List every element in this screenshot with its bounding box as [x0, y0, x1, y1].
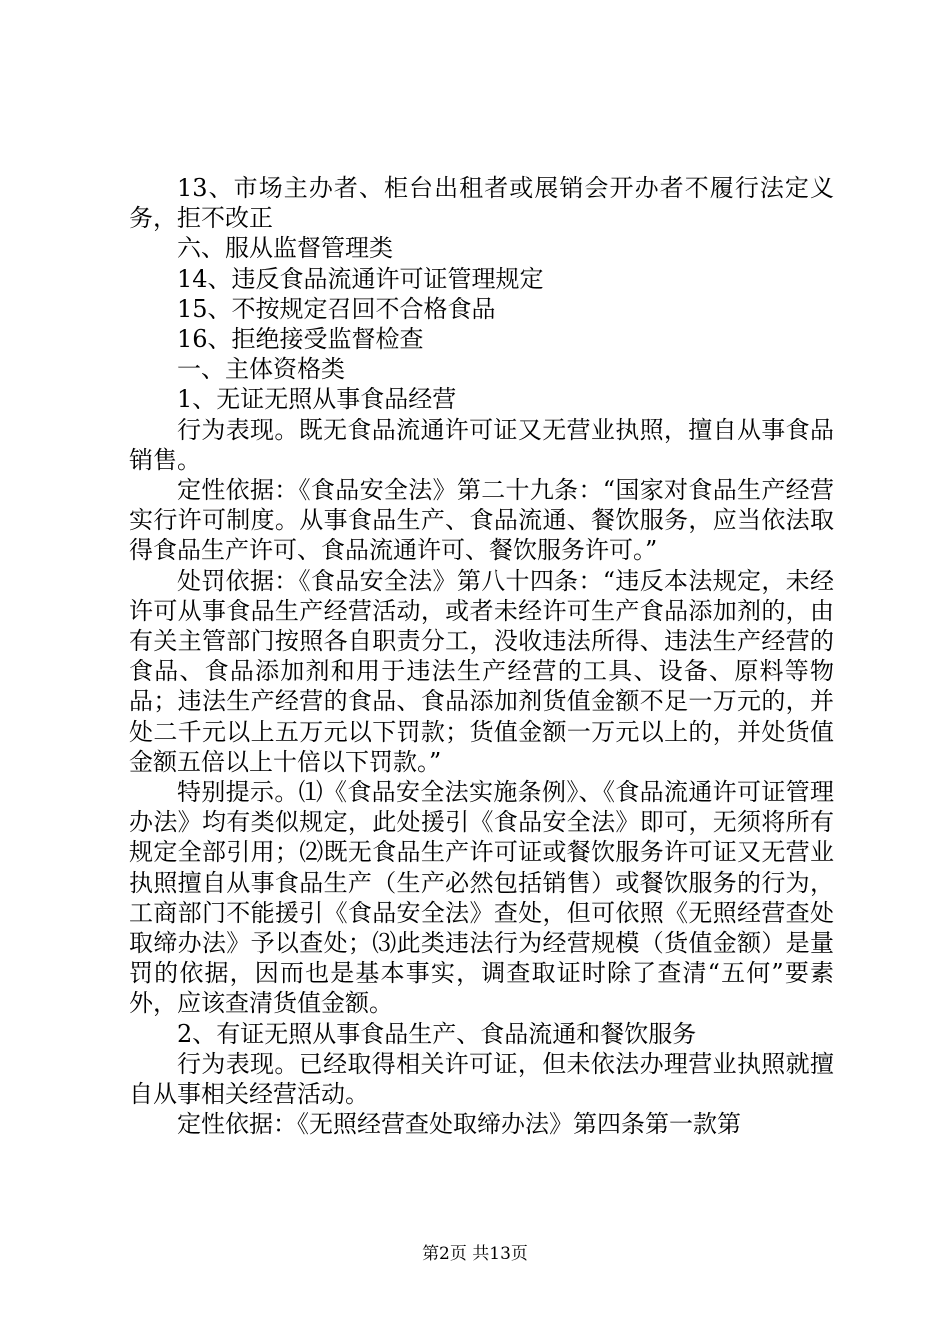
page-footer — [0, 1243, 950, 1265]
paragraph-qualification-basis-1: 定性依据：《食品安全法》第二十九条：“国家对食品生产经营实行许可制度。从事食品生产、食品流通、餐饮服务，应当依法取得食品生产许可、食品流通许可、餐饮服务许可。” — [129, 476, 834, 565]
paragraph-item-16: 16、拒绝接受监督检查 — [177, 325, 424, 354]
page-number-label: 第2页 共13页 — [422, 1244, 528, 1264]
paragraph-behavior-1: 行为表现。既无食品流通许可证又无营业执照，擅自从事食品销售。 — [129, 415, 834, 474]
section-heading-qualification: 一、主体资格类 — [177, 355, 345, 384]
paragraph-penalty-basis-1: 处罚依据：《食品安全法》第八十四条：“违反本法规定，未经许可从事食品生产经营活动，或者未经许可生产食品添加剂的，由有关主管部门按照各自职责分工，没收违法所得、违法生产经营的食品、食品添加剂和用于违法生产经营的工具、设备、原料等物品；违法生产经营的食品、食品添加剂货值金额不足一万元的，并处二千元以上五万元以下罚款；货值金额一万元以上的，并处货值金额五倍以上十倍以下罚款。” — [129, 566, 834, 776]
paragraph-qualification-basis-2: 定性依据：《无照经营查处取缔办法》第四条第一款第 — [177, 1110, 741, 1139]
paragraph-item-13: 13、市场主办者、柜台出租者或展销会开办者不履行法定义务，拒不改正 — [129, 174, 834, 233]
document-body — [129, 173, 834, 1140]
paragraph-special-note-1: 特别提示。⑴《食品安全法实施条例》、《食品流通许可证管理办法》均有类似规定，此处援引《食品安全法》即可，无须将所有规定全部引用；⑵既无食品生产许可证或餐饮服务许可证又无营业执照擅自从事食品生产（生产必然包括销售）或餐饮服务的行为，工商部门不能援引《食品安全法》查处，但可依照《无照经营查处取缔办法》予以查处；⑶此类违法行为经营规模（货值金额）是量罚的依据，因而也是基本事实，调查取证时除了查清“五何”要素外，应该查清货值金额。 — [129, 778, 834, 1018]
paragraph-behavior-2: 行为表现。已经取得相关许可证，但未依法办理营业执照就擅自从事相关经营活动。 — [129, 1049, 834, 1109]
paragraph-item-1: 1、无证无照从事食品经营 — [177, 385, 457, 414]
paragraph-item-2: 2、有证无照从事食品生产、食品流通和餐饮服务 — [177, 1019, 697, 1048]
section-heading-supervision: 六、服从监督管理类 — [177, 234, 393, 263]
paragraph-item-14: 14、违反食品流通许可证管理规定 — [177, 264, 544, 293]
paragraph-item-15: 15、不按规定召回不合格食品 — [177, 294, 496, 323]
